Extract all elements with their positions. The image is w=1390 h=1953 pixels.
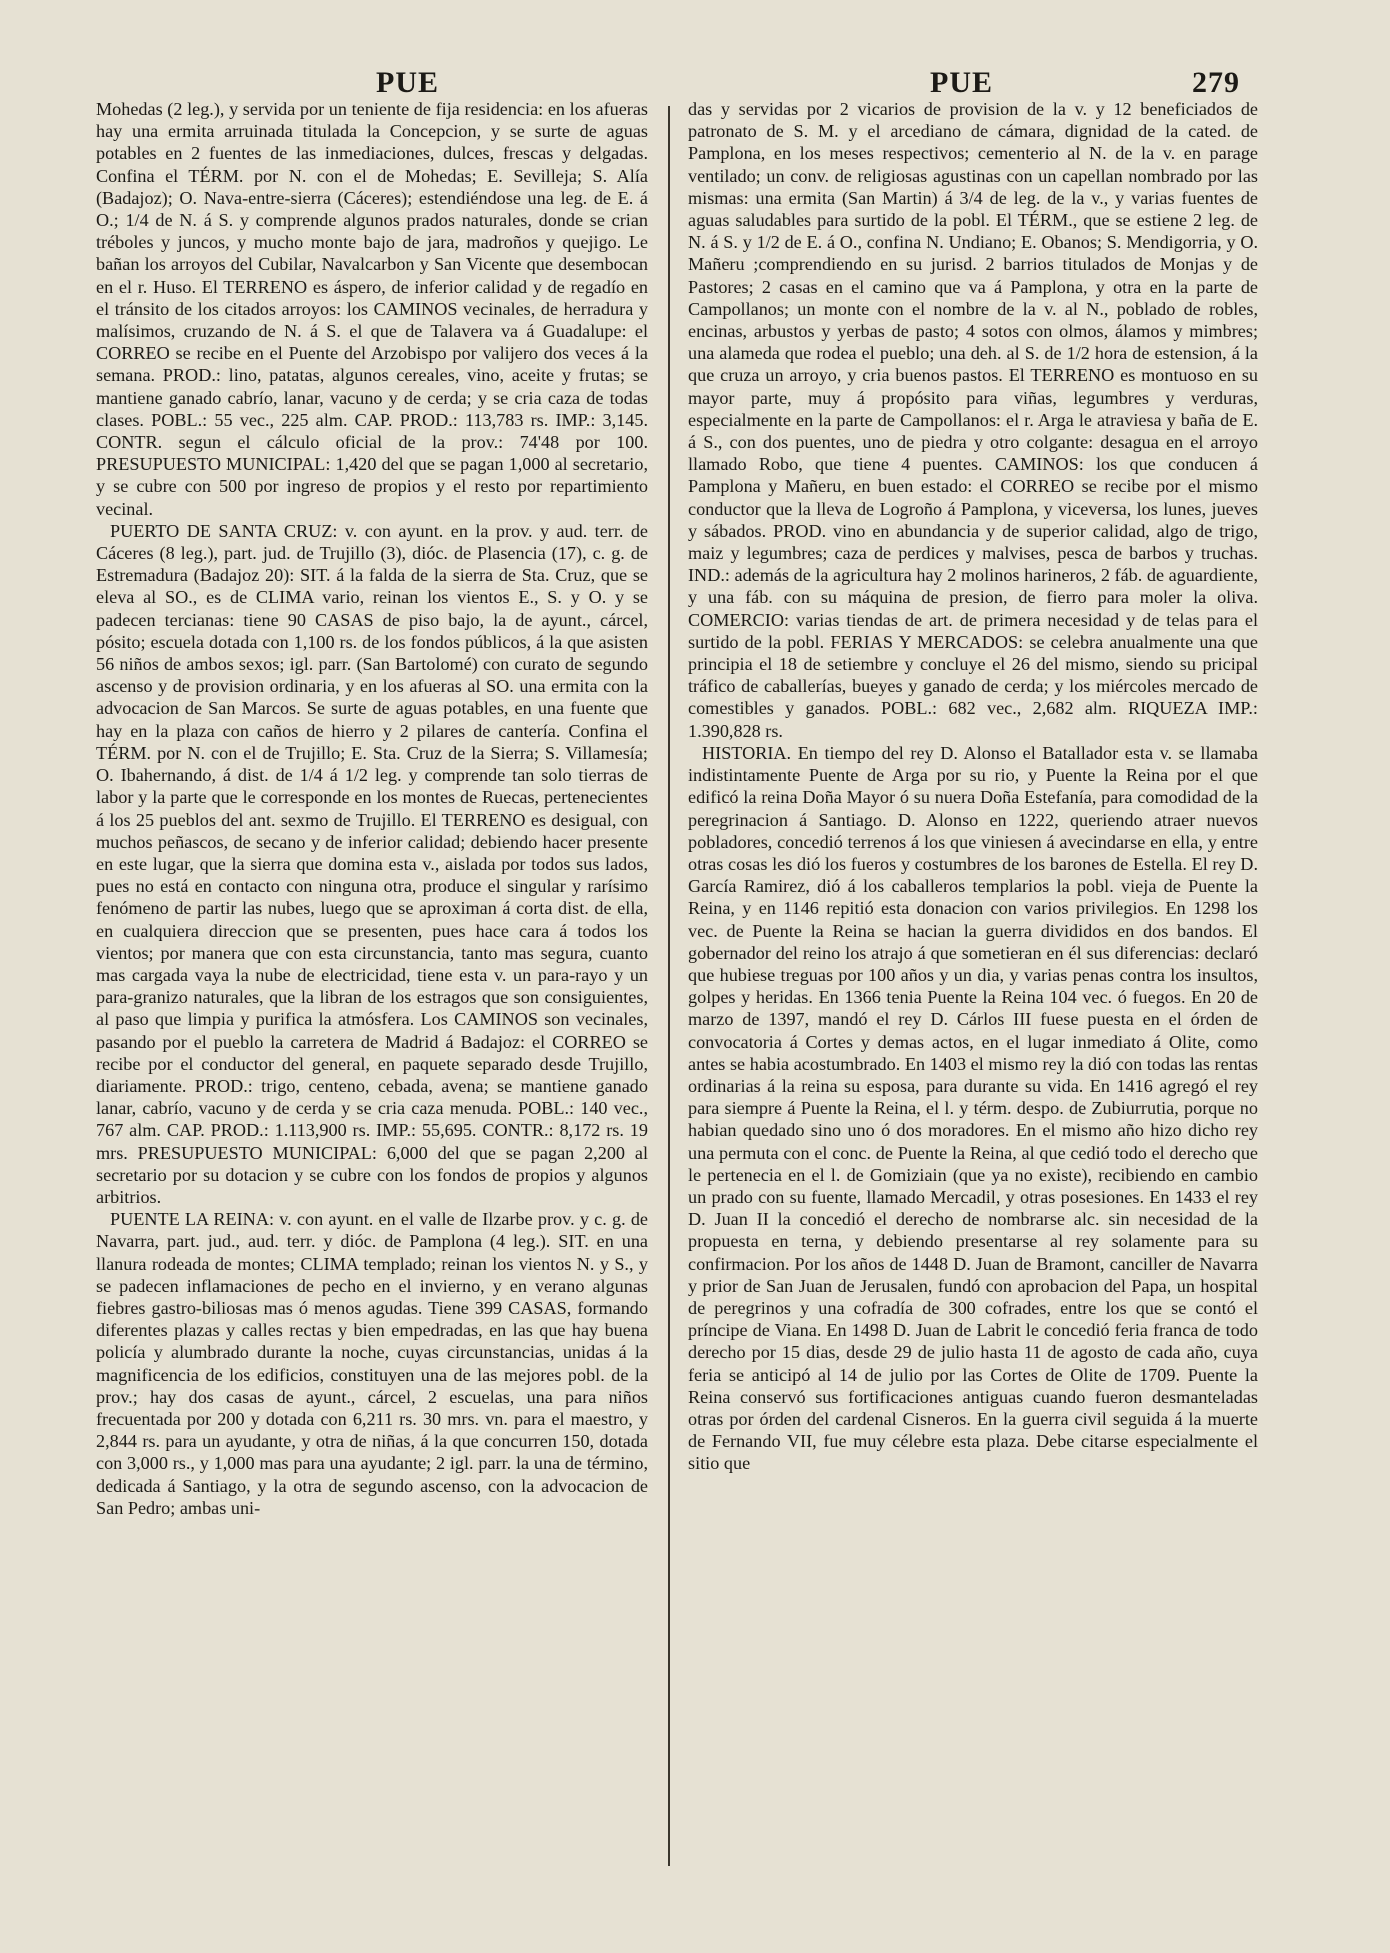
page-number: 279 xyxy=(1192,66,1240,99)
entry-puente-la-reina: PUENTE LA REINA: v. con ayunt. en el valle de Ilzarbe prov. y c. g. de Navarra, part. jud., aud. terr. y dióc. de Pamplona (4 leg.). SIT. en una llanura rodeada de montes; CLIMA templado; reinan los vientos N. y S., y se padecen inflamaciones de pecho en el invierno, y en verano algunas fiebres gastro-biliosas mas ó menos agudas. Tiene 399 CASAS, formando diferentes plazas y calles rectas y bien empedradas, en las que hay buena policía y alumbrado durante la noche, cuyas circunstancias, unidas á la magnificencia de los edificios, constituyen una de las mejores pobl. de la prov.; hay dos casas de ayunt., cárcel, 2 escuelas, una para niños frecuentada por 200 y dotada con 6,211 rs. 30 mrs. vn. para el maestro, y 2,844 rs. para un ayudante, y otra de niñas, á la que concurren 150, dotada con 3,000 rs., y 1,000 mas para una ayudante; 2 igl. parr. la una de término, dedicada á Santiago, y la otra de segundo ascenso, con la advocacion de San Pedro; ambas uni- xyxy=(96,1209,648,1518)
left-column xyxy=(96,98,648,1519)
running-head-left: PUE xyxy=(376,66,439,99)
historia-paragraph: HISTORIA. En tiempo del rey D. Alonso el Batallador esta v. se llamaba indistintamente Puente de Arga por su rio, y Puente la Reina por el que edificó la reina Doña Mayor ó su nuera Doña Estefanía, para comodidad de la peregrinacion á Santiago. D. Alonso en 1222, queriendo atraer nuevos pobladores, concedió terrenos á los que viniesen á avecindarse en ella, y entre otras cosas les dió los fueros y costumbres de los barones de Estella. El rey D. García Ramirez, dió á los caballeros templarios la pobl. vieja de Puente la Reina, y en 1146 repitió esta donacion con varios privilegios. En 1298 los vec. de Puente la Reina se hacian la guerra divididos en dos bandos. El gobernador del reino los atrajo á que sometieran en él sus diferencias: declaró que hubiese treguas por 100 años y un dia, y varias penas contra los insultos, golpes y heridas. En 1366 tenia Puente la Reina 104 vec. ó fuegos. En 20 de marzo de 1397, mandó el rey D. Cárlos III fuese puesta en el órden de convocatoria á Cortes y demas actos, en el lugar inmediato á Olite, como antes se habia acostumbrado. En 1403 el mismo rey la dió con todas las rentas ordinarias á la reina su esposa, para durante su vida. En 1416 agregó el rey para siempre á Puente la Reina, el l. y térm. despo. de Zubiurrutia, porque no habian quedado sino uno ó dos moradores. En el mismo año hizo dicho rey una permuta con el conc. de Puente la Reina, al que cedió todo el derecho que le pertenecia en el l. de Gomiziain (que ya no existe), recibiendo en cambio un prado con su fuente, llamado Mercadil, y otras posesiones. En 1433 el rey D. Juan II la concedió el derecho de nombrarse alc. sin necesidad de la propuesta en terna, y debiendo presentarse al rey solamente para su confirmacion. Por los años de 1448 D. Juan de Bramont, canciller de Navarra y prior de San Juan de Jerusalen, fundó con aprobacion del Papa, un hospital de peregrinos y una cofradía de 300 cofrades, entre los que se contó el príncipe de Viana. En 1498 D. Juan de Labrit le concedió feria franca de todo derecho por 15 dias, desde 29 de julio hasta 11 de agosto de cada año, cuya feria se anticipó al 14 de julio por las Cortes de Olite de 1709. Puente la Reina conservó sus fortificaciones antiguas cuando fueron desmanteladas otras por órden del cardenal Cisneros. En la guerra civil seguida á la muerte de Fernando VII, fue muy célebre esta plaza. Debe citarse especialmente el sitio que xyxy=(688,742,1258,1474)
entry-continuation-paragraph: das y servidas por 2 vicarios de provision de la v. y 12 beneficiados de patronato de S. M. y el arcediano de cámara, dignidad de la cated. de Pamplona, en los meses respectivos; cementerio al N. de la v. en parage ventilado; un conv. de religiosas agustinas con un capellan nombrado por las mismas: una ermita (San Martin) á 3/4 de leg. de la v., y varias fuentes de aguas saludables para surtido de la pobl. El TÉRM., que se estiene 2 leg. de N. á S. y 1/2 de E. á O., confina N. Undiano; E. Obanos; S. Mendigorria, y O. Mañeru ;comprendiendo en su jurisd. 2 barrios titulados de Monjas y de Pastores; 2 casas en el camino que va á Pamplona, y otra en la parte de Campollanos; un monte con el nombre de la v. al N., poblado de robles, encinas, arbustos y yerbas de pasto; 4 sotos con olmos, álamos y mimbres; una alameda que rodea el pueblo; una deh. al S. de 1/2 hora de estension, á la que cruza un arroyo, y cria buenos pastos. El TERRENO es montuoso en su mayor parte, muy á propósito para viñas, legumbres y verduras, especialmente en la parte de Campollanos: el r. Arga le atraviesa y baña de E. á S., con dos puentes, uno de piedra y otro colgante: desagua en el arroyo llamado Robo, que tiene 4 puentes. CAMINOS: los que conducen á Pamplona y Mañeru, en buen estado: el CORREO se recibe por el mismo conductor que la lleva de Logroño á Pamplona, y viceversa, los lunes, jueves y sábados. PROD. vino en abundancia y de superior calidad, algo de trigo, maiz y legumbres; caza de perdices y malvises, pesca de barbos y truchas. IND.: además de la agricultura hay 2 molinos harineros, 2 fáb. de aguardiente, y una fáb. con su máquina de presion, de fierro para moler la oliva. COMERCIO: varias tiendas de art. de primera necesidad y de telas para el surtido de la pobl. FERIAS Y MERCADOS: se celebra anualmente una que principia el 18 de setiembre y concluye el 26 del mismo, siendo su pricipal tráfico de caballerías, bueyes y ganado de cerda; y los miércoles mercado de comestibles y ganados. POBL.: 682 vec., 2,682 alm. RIQUEZA IMP.: 1.390,828 rs. xyxy=(688,99,1258,741)
entry-puerto-de-santa-cruz: PUERTO DE SANTA CRUZ: v. con ayunt. en la prov. y aud. terr. de Cáceres (8 leg.), part. jud. de Trujillo (3), dióc. de Plasencia (17), c. g. de Estremadura (Badajoz 20): SIT. á la falda de la sierra de Sta. Cruz, que se eleva al SO., es de CLIMA vario, reinan los vientos E., S. y O. y se padecen tercianas: tiene 90 CASAS de piso bajo, la de ayunt., cárcel, pósito; escuela dotada con 1,100 rs. de los fondos públicos, á la que asisten 56 niños de ambos sexos; igl. parr. (San Bartolomé) con curato de segundo ascenso y de provision ordinaria, y en los afueras al SO. una ermita con la advocacion de San Marcos. Se surte de aguas potables, en una fuente que hay en la plaza con caños de hierro y 2 pilares de cantería. Confina el TÉRM. por N. con el de Trujillo; E. Sta. Cruz de la Sierra; S. Villamesía; O. Ibahernando, á dist. de 1/4 á 1/2 leg. y comprende tan solo tierras de labor y la parte que le corresponde en los montes de Ruecas, pertenecientes á los 25 pueblos del ant. sexmo de Trujillo. El TERRENO es desigual, con muchos peñascos, de secano y de inferior calidad; debiendo hacer presente en este lugar, que la sierra que domina esta v., aislada por todos sus lados, pues no está en contacto con ninguna otra, produce el singular y rarísimo fenómeno de partir las nubes, luego que se aproximan á corta dist. de ella, en cualquiera direccion que se presenten, pues hace cara á todos los vientos; por manera que con esta circunstancia, tanto mas segura, cuanto mas cargada vaya la nube de electricidad, tiene esta v. un para-rayo y un para-granizo naturales, que la libran de los estragos que son consiguientes, al paso que limpia y purifica la atmósfera. Los CAMINOS son vecinales, pasando por el pueblo la carretera de Madrid á Badajoz: el CORREO se recibe por el conductor del general, en paquete separado desde Trujillo, diariamente. PROD.: trigo, centeno, cebada, avena; se mantiene ganado lanar, cabrío, vacuno y de cerda y se cria caza menuda. POBL.: 140 vec., 767 alm. CAP. PROD.: 1.113,900 rs. IMP.: 55,695. CONTR.: 8,172 rs. 19 mrs. PRESUPUESTO MUNICIPAL: 6,000 del que se pagan 2,200 al secretario por su dotacion y se cubre con los fondos de propios y algunos arbitrios. xyxy=(96,520,648,1207)
column-divider xyxy=(668,106,670,1866)
entry-continuation-paragraph: Mohedas (2 leg.), y servida por un teniente de fija residencia: en los afueras hay una ermita arruinada titulada la Concepcion, y se surte de aguas potables en 2 fuentes de las inmediaciones, dulces, frescas y delgadas. Confina el TÉRM. por N. con el de Mohedas; E. Sevilleja; S. Alía (Badajoz); O. Nava-entre-sierra (Cáceres); estendiéndose una leg. de E. á O.; 1/4 de N. á S. y comprende algunos prados naturales, donde se crian tréboles y juncos, y mucho monte bajo de jara, madroños y quejigo. Le bañan los arroyos del Cubilar, Navalcarbon y San Vicente que desembocan en el r. Huso. El TERRENO es áspero, de inferior calidad y de regadío en el tránsito de los citados arroyos: los CAMINOS vecinales, de herradura y malísimos, cruzando de N. á S. el que de Talavera va á Guadalupe: el CORREO se recibe en el Puente del Arzobispo por valijero dos veces á la semana. PROD.: lino, patatas, algunos cereales, vino, aceite y frutas; se mantiene ganado cabrío, lanar, vacuno y de cerda; y se cria caza de todas clases. POBL.: 55 vec., 225 alm. CAP. PROD.: 113,783 rs. IMP.: 3,145. CONTR. segun el cálculo oficial de la prov.: 74'48 por 100. PRESUPUESTO MUNICIPAL: 1,420 del que se pagan 1,000 al secretario, y se cubre con 500 por ingreso de propios y el resto por repartimiento vecinal. xyxy=(96,99,648,519)
running-head-right: PUE xyxy=(930,66,993,99)
right-column xyxy=(688,98,1258,1475)
